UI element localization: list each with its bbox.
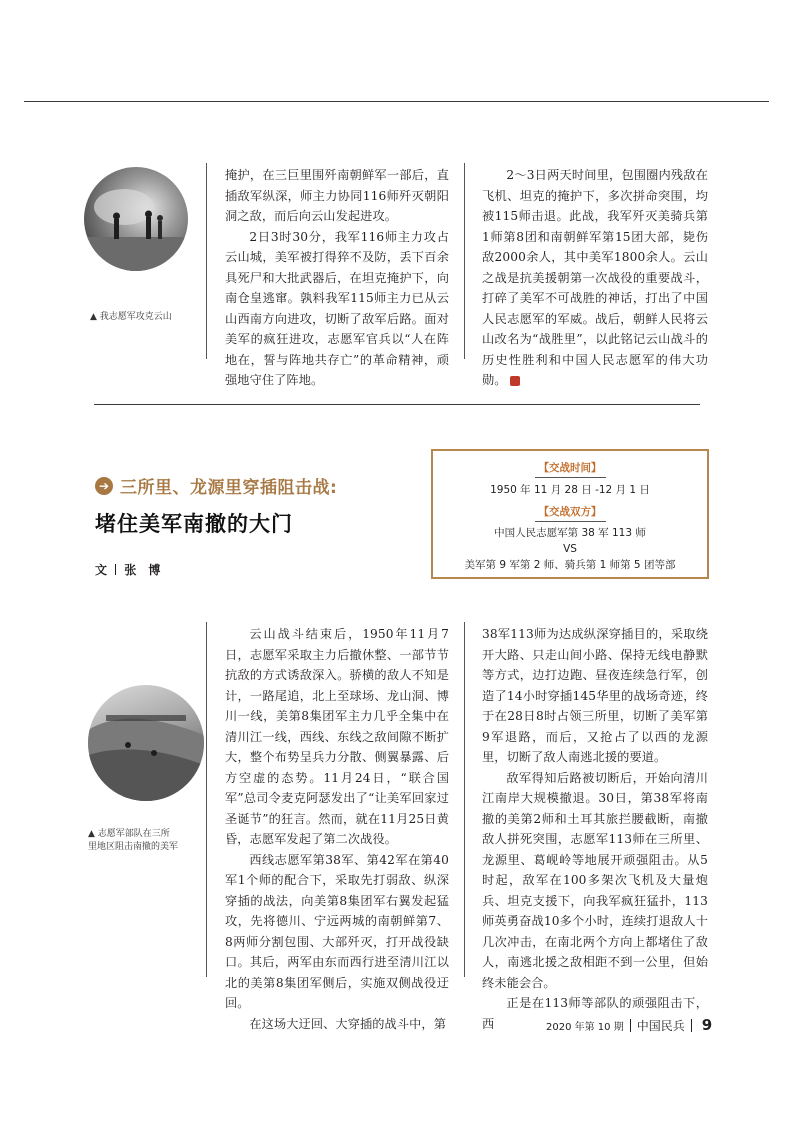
paragraph: 38军113师为达成纵深穿插目的，采取绕开大路、只走山间小路、保持无线电静默等方式，边打边跑、昼夜连续急行军，创造了14小时穿插145华里的战场奇迹，终于在28日8时占领三所里，切断了美军第9军退路，而后，又抢占了以西的龙源里，切断了敌人南逃北援的要道。 (482, 627, 708, 764)
page-footer (546, 1016, 712, 1034)
top-rule (24, 101, 769, 102)
page-number: 9 (701, 1016, 713, 1034)
footer-separator (691, 1019, 692, 1032)
section-divider (94, 404, 700, 405)
section2-column-2 (482, 624, 708, 1034)
time-label: 【交战时间】 (535, 460, 606, 478)
footer-separator (630, 1019, 631, 1032)
paragraph: 正是在113师等部队的顽强阻击下，西 (482, 996, 708, 1031)
column-divider (206, 622, 207, 977)
hillside-soldiers-icon (88, 685, 204, 801)
paragraph: 掩护，在三巨里围歼南朝鲜军一部后，直插敌军纵深，师主力协同116师歼灭朝阳洞之敌，而后向云山发起进攻。 (225, 168, 449, 223)
column-divider (464, 163, 465, 359)
article-title: 堵住美军南撤的大门 (95, 512, 293, 536)
battle-info-box (431, 449, 709, 579)
party-a: 中国人民志愿军第 38 军 113 师 (494, 527, 646, 539)
column-divider (464, 622, 465, 977)
section1-column-2 (482, 165, 708, 391)
arrow-right-icon: ➔ (95, 477, 113, 495)
party-b: 美军第 9 军第 2 师、骑兵第 1 师第 5 团等部 (464, 559, 676, 571)
paragraph: 云山战斗结束后，1950年11月7日，志愿军采取主力后撤休整、一部节节抗敌的方式诱敌深入。骄横的敌人不知是计，一路尾追，北上至球场、龙山洞、博川一线，美第8集团军主力几乎全集中在清川江一线，西线、东线之敌间隙不断扩大，整个布势呈兵力分散、侧翼暴露、后方空虚的态势。11月24日，“联合国军”总司令麦克阿瑟发出了“让美军回家过圣诞节”的狂言。然而，就在11月25日黄昏，志愿军发起了第二次战役。 (225, 627, 449, 846)
section2-column-1 (225, 624, 449, 1034)
byline-prefix: 文 (95, 563, 108, 577)
sansoli-battle-photo (88, 685, 204, 801)
photo-caption: ▲ 志愿军部队在三所里地区阻击南撤的美军 (88, 829, 179, 852)
column-divider (206, 163, 207, 359)
paragraph (482, 165, 708, 391)
byline-separator (115, 564, 116, 575)
paragraph: 2日3时30分，我军116师主力攻占云山城，美军被打得猝不及防，丢下百余具死尸和大批武器后，在坦克掩护下，向南仓皇逃窜。孰料我军115师主力已从云山西南方向进攻，切断了敌军后路。面对美军的疯狂进攻，志愿军官兵以“人在阵地在，誓与阵地共存亡”的革命精神，顽强地守住了阵地。 (225, 229, 449, 387)
photo-caption: ▲ 我志愿军攻克云山 (90, 312, 172, 322)
end-mark-icon (510, 376, 520, 386)
kicker-text: 三所里、龙源里穿插阻击战: (120, 478, 338, 498)
paragraph: 在这场大迂回、大穿插的战斗中，第 (249, 1016, 446, 1031)
yunshan-battle-photo (84, 167, 188, 271)
article-kicker (95, 473, 337, 498)
soldiers-silhouette-icon (84, 167, 188, 271)
paragraph-text: 2～3日两天时间里，包围圈内残敌在飞机、坦克的掩护下，多次拼命突围，均被115师击退。此战，我军歼灭美骑兵第1师第8团和南朝鲜军第15团大部，毙伤敌2000余人，其中美军1800余人。云山之战是抗美援朝第一次战役的重要战斗，打碎了美军不可战胜的神话，打出了中国人民志愿军的军威。战后，朝鲜人民将云山改名为“战胜里”，以此铭记云山战斗的历史性胜利和中国人民志愿军的伟大功勋。 (482, 168, 708, 387)
time-value: 1950 年 11 月 28 日 -12 月 1 日 (490, 484, 650, 496)
paragraph: 敌军得知后路被切断后，开始向清川江南岸大规模撤退。30日，第38军将南撤的美第2师和土耳其旅拦腰截断，南撤敌人拼死突围，志愿军113师在三所里、龙源里、葛岘岭等地展开顽强阻击。从5时起，敌军在100多架次飞机及大量炮兵、坦克支援下，向我军疯狂猛扑，113师英勇奋战10多个小时，连续打退敌人十几次冲击，在南北两个方向上都堵住了敌人，南逃北援之敌相距不到一公里，但始终未能会合。 (482, 770, 708, 990)
magazine-name: 中国民兵 (636, 1018, 685, 1033)
section1-column-1 (225, 165, 449, 391)
parties-label: 【交战双方】 (535, 504, 606, 522)
vs-label: VS (563, 543, 577, 555)
paragraph: 西线志愿军第38军、第42军在第40军1个师的配合下，采取先打弱敌、纵深穿插的战法，向美第8集团军右翼发起猛攻，先将德川、宁远两城的南朝鲜第7、8两师分割包围、大部歼灭，打开战役缺口。其后，两军由东而西行进至清川江以北的美第8集团军侧后，实施双侧战役迂回。 (225, 852, 449, 1010)
author-name: 张 博 (124, 563, 161, 577)
issue-number: 2020 年第 10 期 (546, 1021, 624, 1033)
byline (95, 561, 160, 578)
